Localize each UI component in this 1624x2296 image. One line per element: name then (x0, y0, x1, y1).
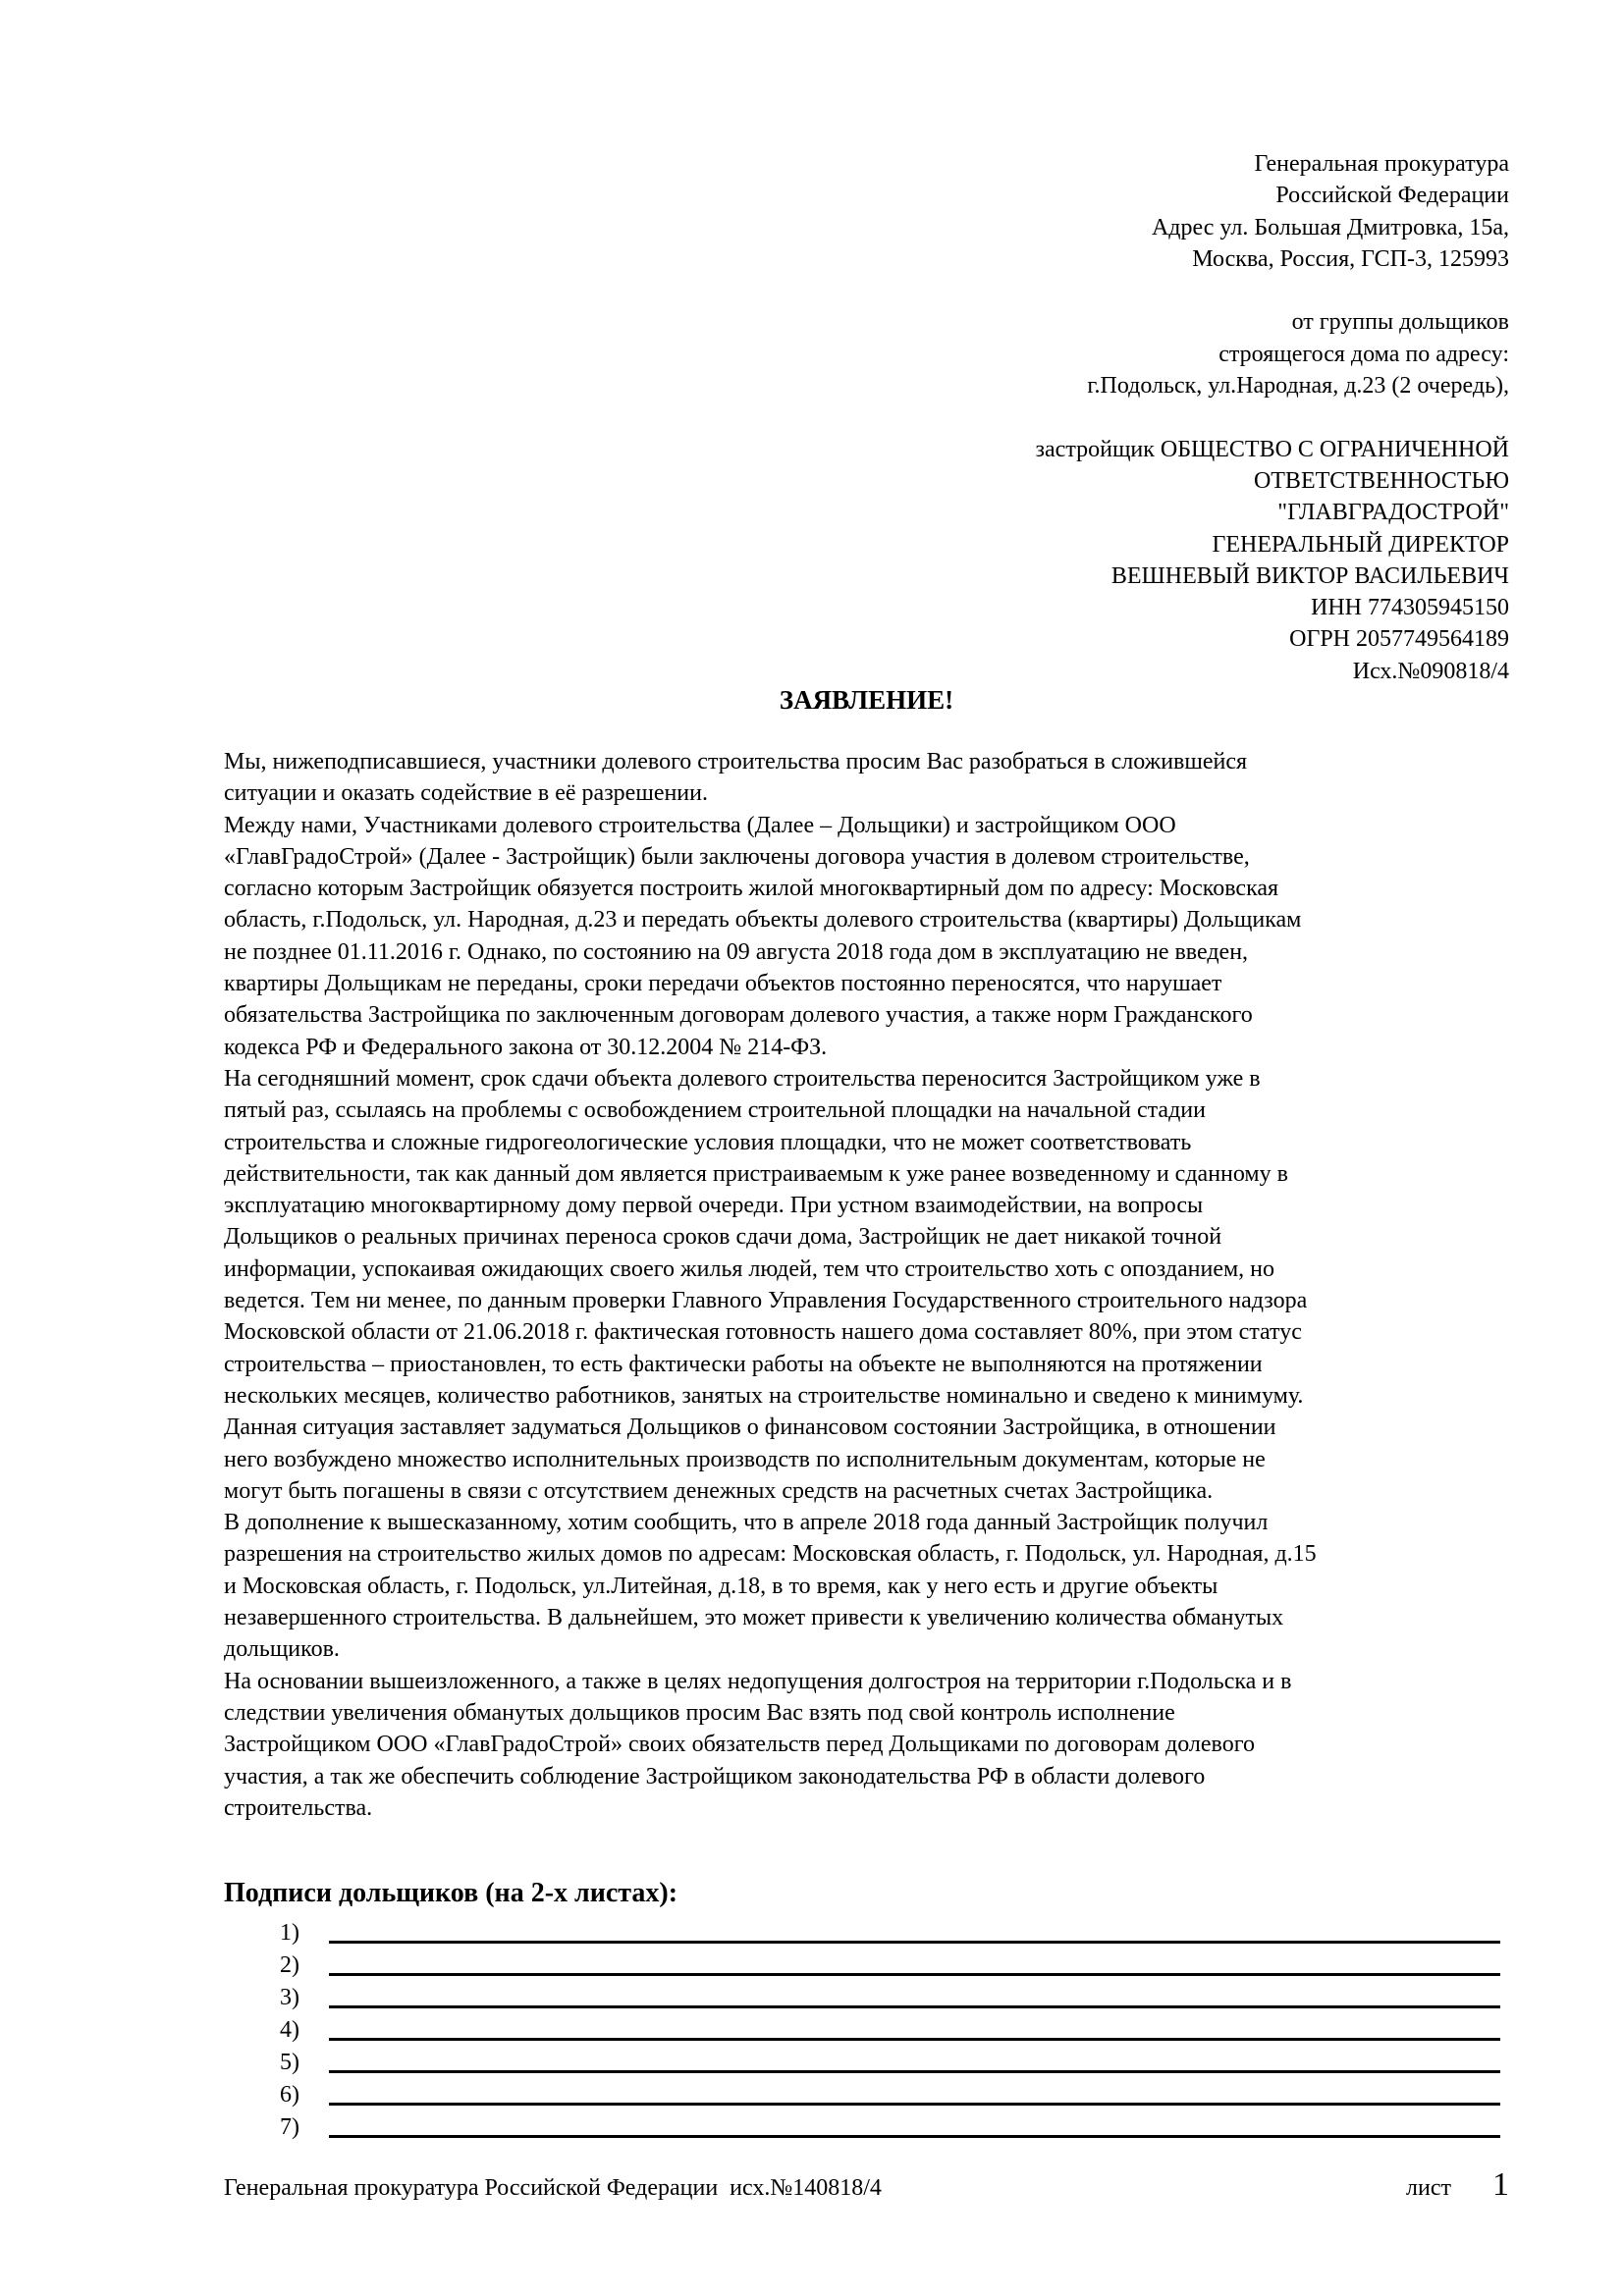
signature-number: 7) (280, 2114, 299, 2140)
body-line: Мы, нижеподписавшиеся, участники долевого строительства просим Вас разобраться в сложившейся (224, 749, 1248, 774)
recipient-line: Генеральная прокуратура (1254, 151, 1509, 177)
outgoing-number-line: Исх.№090818/4 (1352, 658, 1509, 684)
developer-line: "ГЛАВГРАДОСТРОЙ" (1277, 500, 1509, 526)
developer-block (224, 434, 1509, 687)
body-line: строительства – приостановлен, то есть фактически работы на объекте не выполняются на протяжении (224, 1351, 1263, 1377)
body-line: Дольщиков о реальных причинах переноса сроков сдачи дома, Застройщик не дает никакой точной (224, 1224, 1222, 1251)
signature-blank-line (329, 1941, 1500, 1944)
signature-number: 4) (280, 2017, 299, 2043)
recipient-block (224, 148, 1509, 275)
body-line: Между нами, Участниками долевого строительства (Далее – Дольщики) и застройщиком ООО (224, 812, 1176, 838)
developer-line: застройщик ОБЩЕСТВО С ОГРАНИЧЕННОЙ (1035, 436, 1509, 462)
body-line: и Московская область, г. Подольск, ул.Литейная, д.18, в то время, как у него есть и другие объекты (224, 1573, 1218, 1599)
body-line: Застройщиком ООО «ГлавГрадоСтрой» своих обязательств перед Дольщиками по договорам долевого (224, 1732, 1255, 1758)
body-line: нескольких месяцев, количество работников, занятых на строительстве номинально и сведено к минимуму. (224, 1382, 1304, 1409)
body-line: строительства. (224, 1794, 373, 1821)
footer-sheet-label: лист (1406, 2175, 1451, 2201)
body-line: пятый раз, ссылаясь на проблемы с освобождением строительной площадки на начальной стадии (224, 1097, 1206, 1124)
signature-blank-line (329, 2103, 1500, 2106)
body-line: ситуации и оказать содействие в её разрешении. (224, 780, 708, 807)
body-line: могут быть погашены в связи с отсутствием денежных средств на расчетных счетах Застройщика. (224, 1477, 1214, 1504)
recipient-line: Российской Федерации (1275, 183, 1509, 209)
footer-page-number: 1 (1492, 2166, 1509, 2203)
sender-line: г.Подольск, ул.Народная, д.23 (2 очередь), (1087, 373, 1509, 400)
signature-row (224, 2047, 1500, 2079)
body-line: информации, успокаивая ожидающих своего жилья людей, тем что строительство хоть с опозданием, но (224, 1255, 1275, 1282)
recipient-line: Москва, Россия, ГСП-3, 125993 (1192, 245, 1509, 272)
body-line: На основании вышеизложенного, а также в целях недопущения долгостроя на территории г.Подольска и в (224, 1668, 1292, 1694)
body-line: кодекса РФ и Федерального закона от 30.12.2004 № 214-ФЗ. (224, 1034, 828, 1060)
sender-block (224, 306, 1509, 401)
developer-line: ОТВЕТСТВЕННОСТЬЮ (1253, 467, 1509, 494)
document-body (224, 746, 1516, 1824)
body-line: не позднее 01.11.2016 г. Однако, по состоянию на 09 августа 2018 года дом в эксплуатацию не введен, (224, 938, 1249, 965)
signatures-list (224, 1917, 1500, 2144)
document-title: ЗАЯВЛЕНИЕ! (779, 685, 954, 715)
body-line: действительности, так как данный дом является пристраиваемым к уже ранее возведенному и сданному в (224, 1160, 1288, 1187)
footer-reference-text: Генеральная прокуратура Российской Федерации исх.№140818/4 (224, 2175, 882, 2201)
body-line: В дополнение к вышесказанному, хотим сообщить, что в апреле 2018 года данный Застройщик получил (224, 1510, 1269, 1536)
recipient-line: Адрес ул. Большая Дмитровка, 15а, (1151, 214, 1509, 240)
body-line: дольщиков. (224, 1636, 340, 1663)
letter-header (224, 148, 1509, 719)
body-line: строительства и сложные гидрогеологические условия площадки, что не может соответствовать (224, 1129, 1192, 1155)
signature-number: 2) (280, 1952, 299, 1978)
signature-blank-line (329, 2005, 1500, 2008)
signature-number: 3) (280, 1985, 299, 2010)
body-line: Московской области от 21.06.2018 г. фактическая готовность нашего дома составляет 80%, при этом статус (224, 1319, 1302, 1346)
signature-row (224, 2014, 1500, 2047)
signature-blank-line (329, 2070, 1500, 2073)
signature-blank-line (329, 1973, 1500, 1976)
signature-number: 6) (280, 2082, 299, 2108)
signature-blank-line (329, 2038, 1500, 2041)
signature-row (224, 1949, 1500, 1982)
signature-blank-line (329, 2135, 1500, 2138)
body-line: согласно которым Застройщик обязуется построить жилой многоквартирный дом по адресу: Московская (224, 876, 1279, 902)
body-line: «ГлавГрадоСтрой» (Далее - Застройщик) были заключены договора участия в долевом строительстве, (224, 843, 1250, 870)
developer-inn-line: ИНН 774305945150 (1311, 595, 1509, 621)
body-line: него возбуждено множество исполнительных производств по исполнительным документам, которые не (224, 1446, 1266, 1472)
developer-line: ВЕШНЕВЫЙ ВИКТОР ВАСИЛЬЕВИЧ (1110, 562, 1509, 589)
signature-row (224, 1982, 1500, 2014)
page-footer (224, 2166, 1509, 2204)
signature-number: 1) (280, 1920, 299, 1946)
signature-row (224, 2079, 1500, 2111)
body-line: разрешения на строительство жилых домов по адресам: Московская область, г. Подольск, ул. Народная, д.15 (224, 1541, 1317, 1568)
body-line: незавершенного строительства. В дальнейшем, это может привести к увеличению количества обманутых (224, 1605, 1284, 1631)
sender-line: строящегося дома по адресу: (1218, 341, 1509, 367)
developer-ogrn-line: ОГРН 2057749564189 (1289, 626, 1509, 653)
body-line: эксплуатацию многоквартирному дому первой очереди. При устном взаимодействии, на вопросы (224, 1193, 1204, 1219)
developer-line: ГЕНЕРАЛЬНЫЙ ДИРЕКТОР (1212, 531, 1509, 558)
body-line: квартиры Дольщикам не переданы, сроки передачи объектов постоянно переносятся, что нарушает (224, 971, 1222, 997)
body-line: участия, а так же обеспечить соблюдение Застройщиком законодательства РФ в области долевого (224, 1763, 1206, 1789)
body-line: Данная ситуация заставляет задуматься Дольщиков о финансовом состоянии Застройщика, в отношении (224, 1415, 1276, 1441)
body-line: область, г.Подольск, ул. Народная, д.23 и передать объекты долевого строительства (квартиры) Дольщикам (224, 907, 1302, 934)
sender-line: от группы дольщиков (1291, 309, 1509, 336)
body-line: ведется. Тем ни менее, по данным проверки Главного Управления Государственного строительного надзора (224, 1288, 1308, 1314)
body-line: следствии увеличения обманутых дольщиков просим Вас взять под свой контроль исполнение (224, 1699, 1175, 1726)
signature-number: 5) (280, 2050, 299, 2075)
signatures-heading: Подписи дольщиков (на 2-х листах): (224, 1878, 678, 1908)
signature-row (224, 1917, 1500, 1949)
signature-row (224, 2111, 1500, 2144)
body-line: На сегодняшний момент, срок сдачи объекта долевого строительства переносится Застройщиком уже в (224, 1065, 1261, 1092)
body-line: обязательства Застройщика по заключенным договорам долевого участия, а также норм Гражданского (224, 1002, 1253, 1029)
